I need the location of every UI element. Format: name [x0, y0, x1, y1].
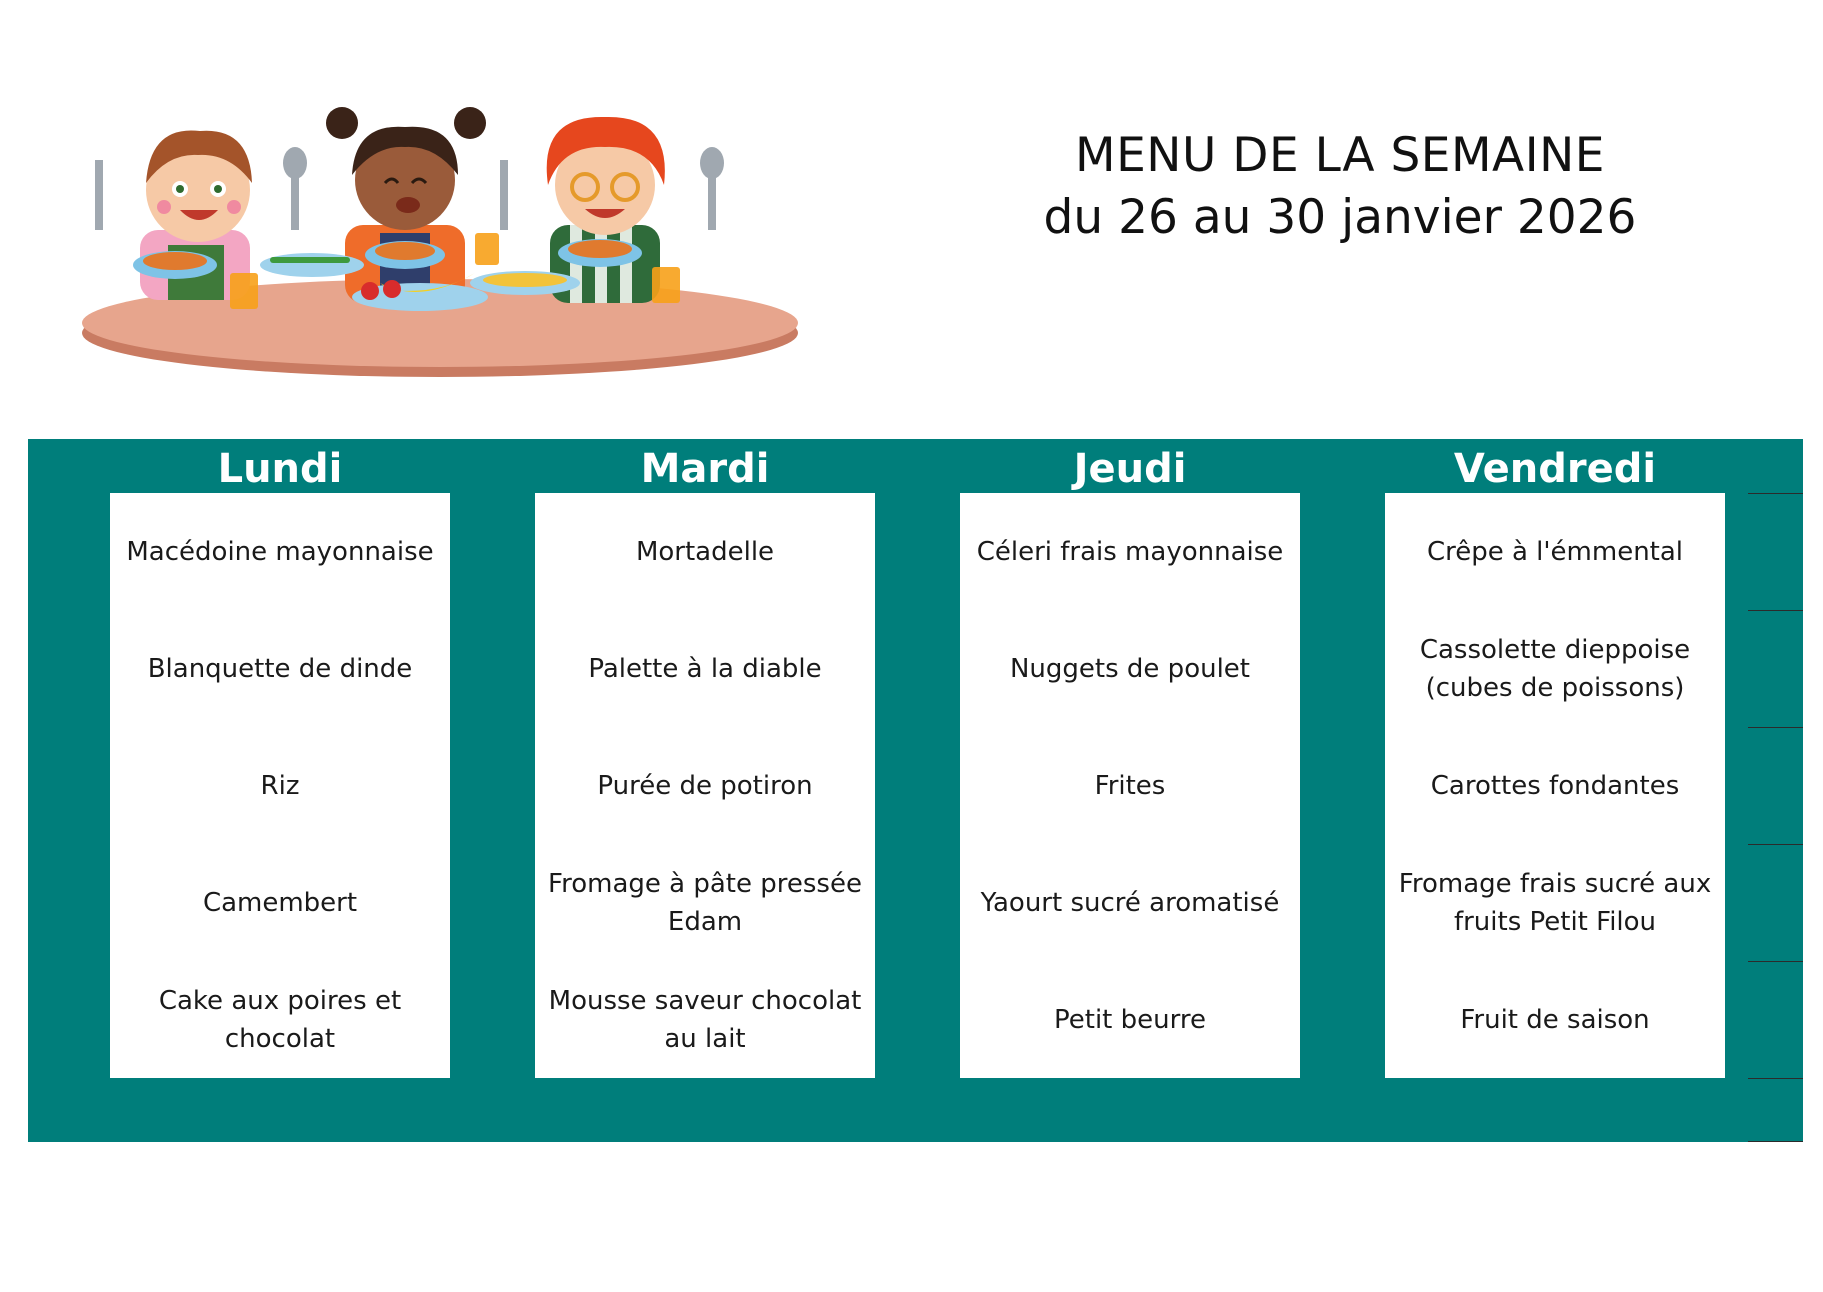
kids-eating-illustration	[80, 105, 820, 395]
dish-cell: Macédoine mayonnaise	[126, 536, 434, 567]
row-divider	[1748, 1078, 1803, 1079]
day-header: Jeudi	[1073, 446, 1187, 492]
dish-cell: Carottes fondantes	[1430, 770, 1680, 801]
day-dishes	[110, 493, 450, 1078]
dish-cell: Camembert	[202, 887, 358, 918]
dish-cell: Mortadelle	[635, 536, 775, 567]
dish-cell: Frites	[1094, 770, 1166, 801]
dish-cell: Palette à la diable	[588, 653, 822, 684]
row-divider	[1748, 610, 1803, 611]
day-column-lundi	[110, 439, 450, 1078]
row-divider	[1748, 961, 1803, 962]
row-divider	[1748, 1141, 1803, 1142]
page-title: MENU DE LA SEMAINE	[1075, 128, 1605, 183]
menu-board	[28, 439, 1803, 1142]
day-dishes	[535, 493, 875, 1078]
dish-cell: Petit beurre	[1054, 1004, 1206, 1035]
dish-cell: Cake aux poires et chocolat	[158, 985, 402, 1054]
day-column-mardi	[535, 439, 875, 1078]
dish-cell: Blanquette de dinde	[147, 653, 413, 684]
day-dishes	[1385, 493, 1725, 1078]
dish-cell: Fromage à pâte pressée Edam	[548, 868, 862, 937]
row-divider	[1748, 727, 1803, 728]
day-header: Mardi	[640, 446, 770, 492]
dish-cell: Crêpe à l'émmental	[1426, 536, 1684, 567]
dish-cell: Nuggets de poulet	[1009, 653, 1250, 684]
day-header: Lundi	[217, 446, 343, 492]
day-column-vendredi	[1385, 439, 1725, 1078]
page-subtitle-dates: du 26 au 30 janvier 2026	[1043, 190, 1637, 245]
dish-cell: Cassolette dieppoise (cubes de poissons)	[1419, 634, 1691, 703]
row-divider	[1748, 844, 1803, 845]
dish-cell: Fromage frais sucré aux fruits Petit Filou	[1398, 868, 1712, 937]
dish-cell: Céleri frais mayonnaise	[976, 536, 1284, 567]
page-header	[1000, 125, 1680, 249]
dish-cell: Riz	[260, 770, 300, 801]
dish-cell: Yaourt sucré aromatisé	[980, 887, 1280, 918]
day-dishes	[960, 493, 1300, 1078]
dish-cell: Purée de potiron	[597, 770, 813, 801]
day-column-jeudi	[960, 439, 1300, 1078]
row-divider	[1748, 493, 1803, 494]
dish-cell: Fruit de saison	[1460, 1004, 1650, 1035]
day-header: Vendredi	[1453, 446, 1657, 492]
dish-cell: Mousse saveur chocolat au lait	[548, 985, 862, 1054]
